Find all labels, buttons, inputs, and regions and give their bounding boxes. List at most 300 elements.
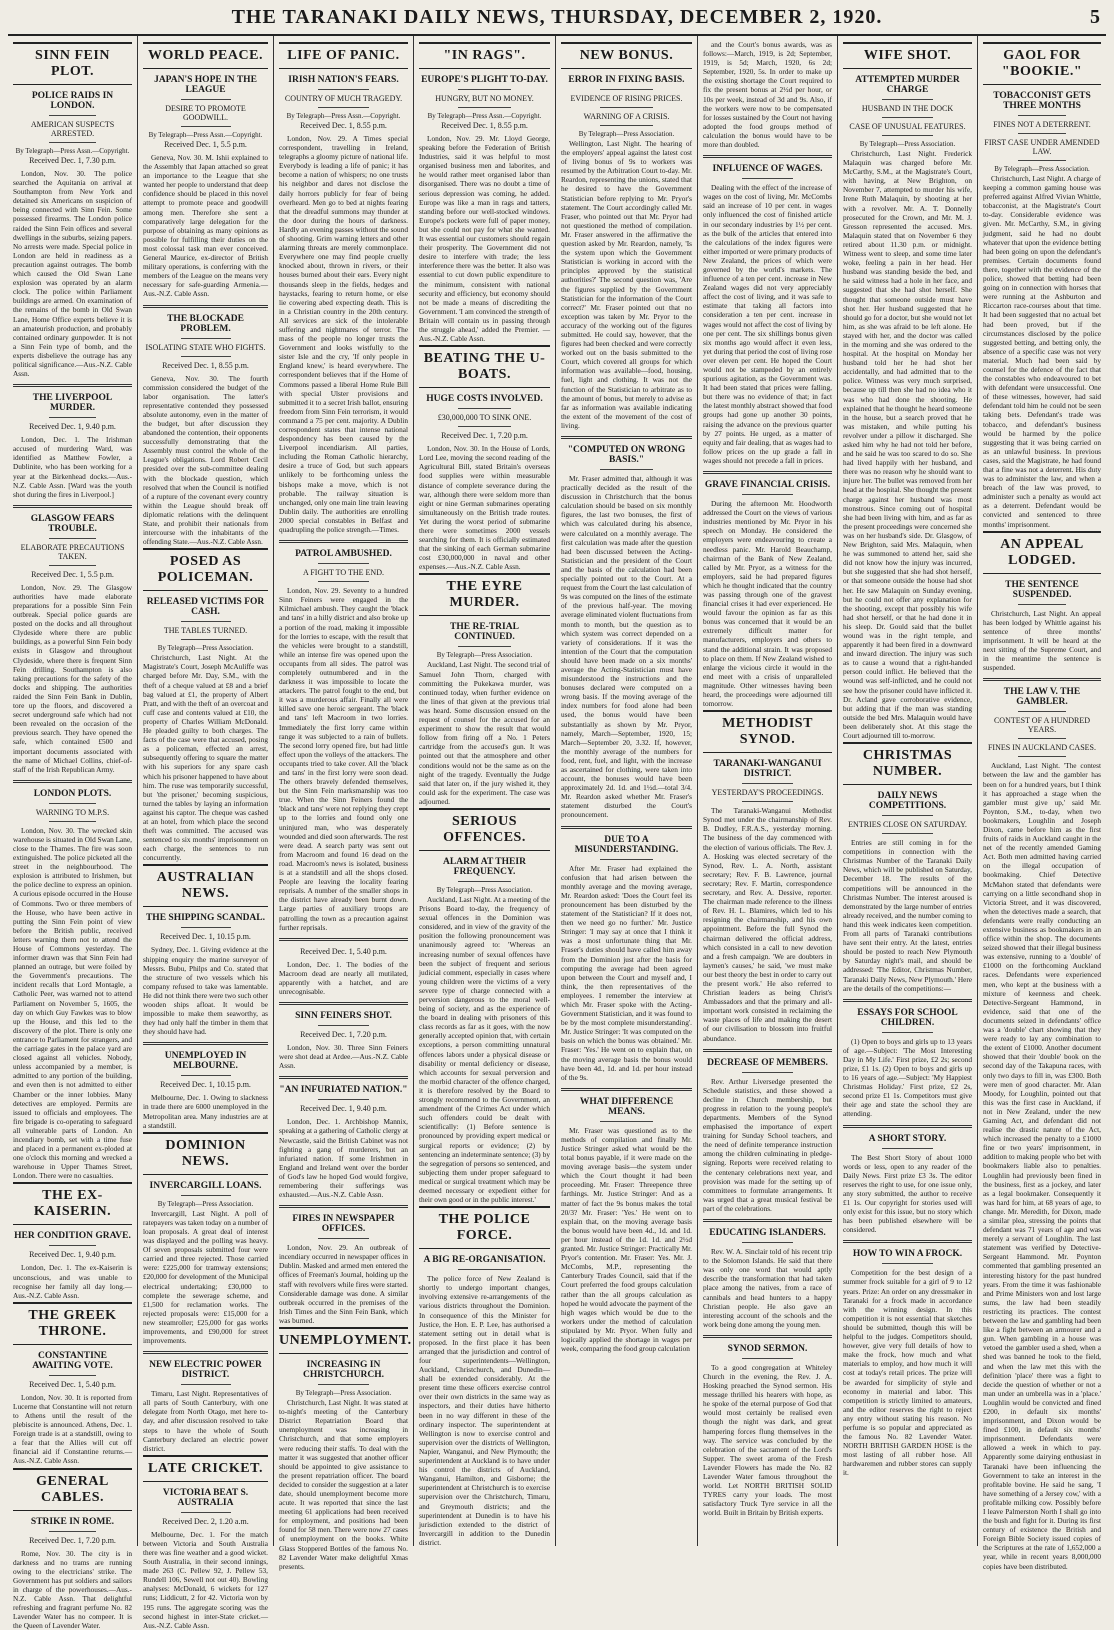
article-headline: DOMINION NEWS.: [143, 1132, 268, 1175]
article-headline: POSED AS POLICEMAN.: [143, 548, 268, 591]
divider: [181, 621, 231, 622]
divider: [181, 126, 231, 127]
article-body: London, Nov. 29. The Glasgow authorities have made elaborate preparations for a possible Sinn Fein outbreak. Special police guards are posted on the docks and all throughout Clydeside where there are public buildings, as a powerful Sinn Fein body exists in Glasgow and throughout Clydeside, where there is frequent Sinn Fein drilling. Southampton is also taking precautions for the safety of the docks and shipping. The authorities raided the Sinn Fein Bank in Dublin, tore up the floors, and discovered a secret underground safe which had not been revealed on the occasion of the previous search. They have opened the safe, which contained £500 and important documents associated with the name of Michael Collins, chief-of-staff of the Irish Republican Army.: [13, 582, 132, 774]
divider: [318, 563, 370, 564]
article-subheading: VICTORIA BEAT S. AUSTRALIA: [162, 1487, 249, 1508]
divider: [13, 505, 132, 508]
article: [143, 1351, 268, 1453]
divider: [318, 89, 370, 90]
divider: [49, 1531, 97, 1532]
article-subheading: PATROL AMBUSHED.: [295, 549, 392, 560]
article-subheading: ATTEMPTED MURDER CHARGE: [855, 75, 960, 95]
article-body: London, Dec. 1. Archbishop Mannix, speaking at a gathering of Catholic clergy at Newcastle, said the British Cabinet was not fighting a gang of murderers, but an infuriated nation. If some Irishmen in England and Ireland went over the border of God's law he hoped God would forgive, remembering their sufferings was exhausted.—Aus.-N.Z. Cable Assn.: [279, 1117, 408, 1200]
divider: [843, 999, 972, 1002]
divider: [458, 881, 510, 882]
article: [561, 1088, 692, 1353]
divider: [600, 125, 652, 126]
divider: [600, 1121, 652, 1122]
article: [143, 42, 268, 299]
divider: [561, 826, 692, 829]
divider: [49, 821, 97, 822]
divider: [742, 783, 794, 784]
column-6: [698, 36, 838, 1546]
article-headline: THE EYRE MURDER.: [419, 573, 550, 616]
article-body: Rev. Arthur Liversedge presented the Schedule statistics, and these showed a decline in Church membership, but progress in relation to the young people's departments. Members of the Synod emphasised the importance of expert training for Sunday School teachers, and the need of definite temperance instruction among the children culminating in pledge-signing. Reports were received relating to the centenary celebrations next year, and provision was made for the setting up of committees to formulate arrangements. It was urged that a great musical festival be part of the celebrations.: [703, 1076, 832, 1213]
article-subheading: DUE TO A MISUNDERSTANDING.: [574, 834, 679, 855]
column-1: [8, 36, 138, 1630]
divider: [458, 426, 510, 427]
divider: [143, 1042, 268, 1045]
article-subheading: THE LIVERPOOL MURDER.: [32, 393, 113, 414]
article-subheading: STRIKE IN ROME.: [30, 1516, 115, 1527]
article-subheading: ALARM AT THEIR FREQUENCY.: [443, 856, 526, 877]
divider: [181, 1195, 231, 1196]
divider: [742, 1072, 794, 1073]
article-subheading: GLASGOW FEARS TROUBLE.: [30, 513, 115, 534]
article-subheading: INFLUENCE OF WAGES.: [712, 164, 823, 175]
received-time: Received Dec. 1, 7.20 p.m.: [441, 431, 528, 441]
article-headline: LATE CRICKET.: [143, 1455, 268, 1482]
divider: [1018, 738, 1065, 739]
divider: [600, 859, 652, 860]
divider: [49, 565, 97, 566]
divider: [181, 1512, 231, 1513]
divider: [1018, 115, 1065, 116]
divider: [458, 1269, 510, 1270]
article-subheading: HUGE COSTS INVOLVED.: [426, 394, 543, 405]
article-body: After Mr. Fraser had explained the confusion that had arisen between the monthly average and the moving average, Mr. Reardon asked: 'Does the Court feel its pronouncement has been disturbed by the statement of the Statistician? If it does not, then we need go no further.' Mr. Justice Stringer: 'I may say at once that I think it was a most unfortunate thing that Mr. Fraser's duties should have called him away from the Dominion just after the basis for computing the average had been agreed upon between the Court and myself and, I think, the then representatives of the employees. I remember the interview at which Mr. Fraser spoke with the Acting-Government Statistician, and it was found to be by the most complete misunderstanding'. Mr. Justice Stringer: 'It was computed on the basis on which the bonus was obtained.' Mr. Fraser: 'Yes.' He went on to explain that, on the moving average basis the bonus would have been 4d., 1d. and 1d. per hour instead of the 9s.: [561, 863, 692, 1082]
column-7: [838, 36, 978, 1546]
article-subheading: WARNING OF A CRISIS.: [583, 112, 670, 121]
divider: [600, 107, 652, 108]
divider: [318, 1384, 370, 1385]
article: [279, 1002, 408, 1070]
article-headline: SINN FEIN PLOT.: [13, 42, 132, 85]
article-body: London, Nov. 29. A Times special correspondent, travelling in Ireland, telegraphs a gloomy picture of national life. Everybody is leading a life of panic; it has become a nation of whispers; no one trusts his neighbor and dares not disclose the daily horrors publicly for fear of being overheard. Men go to bed at nights fearing that the dreadful summons may thunder at the door during the hours of darkness. Hardly an evening passes without the sound of shooting. Grim warning letters and other alarming threats are merely commonplace. Everywhere one may find people cruelly knocked about, thrown in rivers, or their houses burned about their ears. Every night thousands sleep in the fields, hedges and haystacks, fearing to return home, or else lie cowering abed expecting death. This is in a Christian country in the 20th century. All services are sick of the intolerable suffering and nightmares of terror. The mass of the people no longer trusts the Government and looks wistfully to the sister Isle and the cry, 'If only people in England knew,' is heard everywhere. The correspondent believes that if the Home of Commons passed a liberal Home Rule Bill with special Ulster provisions and submitted it to a secret Irish ballot, ensuring freedom from Sinn Fein terrorism, it would command a 75 per cent. majority. A Dublin correspondent states that intense national despondency has been caused by the Liverpool incendiarism. All parties, including the Roman Catholic hierarchy, desire a truce of God, but such appears unlikely to be forthcoming unless the bishops make a move, which is not probable. The railway situation is unchanged, only one main line train leaving Dublin daily. The authorities are enrolling 2000 special constables in Belfast and quadrupling the police strength.—Times.: [279, 134, 408, 535]
divider: [458, 408, 510, 409]
received-time: Received Dec. 1, 7.20 p.m.: [300, 1030, 387, 1040]
article-subheading: TOBACCONIST GETS THREE MONTHS: [993, 91, 1091, 111]
article: [703, 710, 832, 1042]
article-body: Mr. Fraser was questioned as to the methods of compilation and finally Mr. Justice Stringer asked what would be the total bonus payable, if it were made on the moving average basis—the system under which the Court thought it had been proceeding. Mr. Fraser: Threepence three farthings. Mr. Justice Stringer: And as a matter of fact the 9s bonus makes the total 20/3? Mr. Fraser: 'Yes.' He went on to explain that, on the moving average basis the bonus would have been 4d., 1d. and 1d. per hour instead of the 1d. 1d. and 2½d granted. Mr. Justice Stringer: Practically Mr. Pryor's contention. Mr. Fraser: Yes. Mr. J. McCombs, M.P., representing the Canterbury Trades Council, said that if the Court preferred the food groups calculation rather than the all groups calculation as hoped he would advocate the payment of the high wages which would be due to the workers under the method of calculation stipulated by Mr. Pryor. When fully and logically applied the shortage in wages per week, comparing the food group calculation: [561, 1125, 692, 1354]
article: [143, 548, 268, 862]
article-body: Auckland, Last Night. The second trial of Samuel John Thorn, charged with committing the Pukekawa murder, was continued today, when further evidence on the lines of that given at the previous trial was heard. Some discussion ensued on the request of counsel for the accused for an experiment to show the result that would follow from firing off a No. 1 Peters cartridge from the accused's gun. It was pointed out that the atmosphere and other conditions would not be the same as on the night of the tragedy. Eventually the Judge said that later on, if the jury wished it, they could ask for the experiment. The case was adjourned.: [419, 660, 550, 806]
divider: [882, 815, 934, 816]
article-headline: NEW BONUS.: [561, 42, 692, 69]
divider: [882, 1148, 934, 1149]
received-time: Received Dec. 1, 5.40 p.m.: [29, 1379, 116, 1389]
column-3: [274, 36, 414, 1571]
article-subheading: £30,000,000 TO SINK ONE.: [437, 413, 532, 423]
article-body: London, Dec. 1. The bodies of the Macroom dead are nearly all mutilated, apparently with a hatchet, and are unrecognisable.: [279, 959, 408, 996]
divider: [181, 99, 231, 100]
divider: [279, 540, 408, 543]
article: [279, 938, 408, 996]
received-time: Received Dec. 1, 9.40 p.m.: [300, 1104, 387, 1114]
byline: By Telegraph—Press Association.: [994, 165, 1090, 173]
divider: [49, 803, 97, 804]
article-body: Auckland, Last Night. 'The contest between the law and the gambler has been on for a hundred years, but I think it has approached a stage when the gambler must give up,' said Mr. Poynton, S.M., to-day, when two bookmakers, Loughlin and Joseph Dixon, came before him as the first fruits of raids in Auckland caught in the net of the recently amended Gaming Act. Both men admitted having carried on the illegal occupation of bookmaking. Chief Detective McMahon stated that defendants were carrying on a little secondhand shop in Victoria Street, and it was discovered, when the detectives made a search, that defendants were really conducting an extensive business as bookmakers in an office within the shop. The documents seized showed that their illegal business was extensive, running to a 'double' of £1000 on the forthcoming Auckland races. Defendants were experienced men, who kept at the business with a mixture of keenness and cheek. Detective-Sergeant Hammond, in evidence, said that one of the documents seized in defendants' office was a 'double' chart showing that they were ready to lay any combination to the extent of £1000. Another document showed that their 'double' book on the second day of the Takapuna races, with only two days to fill in, was £300. Both were men of good character. Mr. Alan Moody, for Loughlin, pointed out that this was the first case in Auckland, if not in New Zealand, under the new Gaming Act, and defendant did not realise the drastic nature of the Act, which increased the penalty to a £1000 fine or two years' imprisonment, in addition to making people who bet with bookmakers liable also to penalties. Loughlin had previously been fined in the business, first as a jockey, and later as a legal bookmaker. Consequently it was hard for him, at 68 years of age, to change. Mr. Meredith, for Dixon, made a similar plea, stressing the points that defendant was 71 years of age and was merely a servant of Loughlin. The last statement was verified by Detective-Sergeant Hammond. Mr. Poynton commented that gambling presented an interesting history for the past hundred years. From the time it was fashionable and Prime Ministers won and lost large sums, the law had been steadily restricting its practices. The contest between the law and gambling had been like a fight between an armourer and a gun. When gambling in a house was vetoed the gambler used a shed, when a shed was banned he took to the field, and when the law met this with the definition 'place' there was a fight to decide the question of whether or not a man under an umbrella was in a 'place.' Loughlin would be convicted and fined £200, in default six months' imprisonment, and Dixon would be fined £100, in default six months' imprisonment. Defendants were allowed a week in which to pay. Apparently some dairying enthusiast in Taranaki have been influencing the Government to take an interest in the profitable bovine. He said he sang, 'I have something of a Jersey cow,' with a profitable milking cow. Possibly before I leave Palmerston North I shall go into the bush and fight for it. During its first century of existence the British and Foreign Bible Society issued copies of the Scriptures at the rate of 1,652,000 a year, while in recent years 8,000,000 copies have been distributed.: [983, 761, 1101, 1571]
article-body: Rome, Nov. 30. The city is in darkness and no trams are running owing to the electricians' strike. The Government has put soldiers and sailors in charge of the powerhouses.—Aus.-N.Z. Cable Assn. That delightful refreshing and fragrant perfume No. 82 Lavender Water has no compeer. It is the Queen of Lavender Water.: [13, 1548, 132, 1630]
divider: [181, 927, 231, 928]
article-body: To a good congregation at Whiteley Church in the evening, the Rev. J. A. Hosking preached the Synod sermon. His message thrilled his hearers with hope, as he spoke of the eternal purpose of God that would most certainly be realised even though the night was dark, and great hampering forces flung themselves in the way. The service was concluded by the celebration of the sacrament of the Lord's Supper. The sweet aroma of the Fresh Lavender Flowers has made the No. 82 Lavender Water famous throughout the world. Let NORTH BRITISH SOLID TYRES carry your loads. The most satisfactory Truck Tyre service in all the world. Built in Britain by British experts.: [703, 1362, 832, 1518]
article: [419, 345, 550, 571]
article-body: The Best Short Story of about 1000 words or less, open to any reader of the Daily News. First prize £3 3s. The editor reserves the right to use, for one issue only, any story submitted, the author to receive £1 1s. Our copyright for stories used will only exist for this issue, but no story which has been published elsewhere will be considered.: [843, 1152, 972, 1235]
divider: [703, 1219, 832, 1222]
divider: [49, 115, 97, 116]
divider: [181, 338, 231, 339]
article: [703, 1219, 832, 1329]
article: [13, 1302, 132, 1466]
divider: [843, 1125, 972, 1128]
article: [143, 1455, 268, 1630]
article-subheading: HER CONDITION GRAVE.: [14, 1231, 131, 1242]
article-subheading: DAILY NEWS COMPETITIONS.: [868, 791, 947, 812]
article: [419, 1206, 550, 1547]
divider: [882, 135, 934, 136]
article-body: London, Nov. 30. Three Sinn Feiners were shot dead at Ardee.—Aus.-N.Z. Cable Assn.: [279, 1043, 408, 1071]
article-subheading: CASE OF UNUSUAL FEATURES.: [849, 122, 966, 131]
article-headline: GENERAL CABLES.: [13, 1468, 132, 1511]
article: [703, 471, 832, 708]
article-body: London, Nov. 29. An outbreak of incendiary occurred in newspaper offices in Dublin. Masked and armed men entered the offices of Freeman's Journal, holding up the staff with revolvers while fires were started. Considerable damage was done. A similar outbreak occurred in the premises of the Irish Times and the Sinn Fein Bank, which was burned.: [279, 1243, 408, 1325]
divider: [318, 581, 370, 582]
article: [279, 1076, 408, 1199]
article-body: and the Court's bonus awards, was as follows:—March, 1919, is 2d; September, 1919, is 5d; March, 1920, 6s 2d; September, 1920, 5s. In order to make up the existing shortage the Court required to fix the present bonus at 2½d per hour, or 10s per week, instead of 3d and 9s. Also, if the workers were now to be compensated for losses sustained by the Court not having adopted the food groups method of calculation the bonus would have to be more than doubled.: [703, 40, 832, 150]
article-body: Geneva, Nov. 30. The fourth commission considered the budget of the labor organisation. The latter's representative contended they possessed absolute autonomy, even in the matter of the budget, but after discussion they abandoned the contention, their opponents successfully demonstrating that the Assembly must control the whole of the League's obligations. Lord Robert Cecil presided over the sub-committee dealing with the blockade question, which resolved that when the Council is notified of a rupture of the covenant every country within the League should break off diplomatic relations with the delinquent State, and prohibit their nationals from intercourse with the inhabitants of the offending State.—Aus.-N.Z. Cable Assn.: [143, 373, 268, 547]
article-subheading: A BIG RE-ORGANISATION.: [423, 1255, 546, 1266]
article-subheading: WHAT DIFFERENCE MEANS.: [579, 1096, 674, 1117]
article-subheading: UNEMPLOYED IN MELBOURNE.: [164, 1051, 247, 1072]
divider: [1018, 604, 1065, 605]
article-subheading: INCREASING IN CHRISTCHURCH.: [302, 1360, 385, 1381]
article-subheading: FINES IN AUCKLAND CASES.: [987, 743, 1096, 753]
article: [13, 1468, 132, 1630]
divider: [49, 1375, 97, 1376]
page-number: 5: [1090, 6, 1100, 28]
divider: [49, 1245, 97, 1246]
article-subheading: EDUCATING ISLANDERS.: [709, 1228, 826, 1239]
article-headline: THE POLICE FORCE.: [419, 1206, 550, 1249]
article-subheading: HOW TO WIN A FROCK.: [852, 1249, 963, 1260]
byline: By Telegraph—Press Association.: [859, 140, 956, 148]
article-body: Christchurch, Last Night. At the Magistrate's Court, Joseph McAuliffe was charged before Mr. Day, S.M., with the theft of a cheque valued at £8 and a brief bag valued at £1, the property of Albert Pratt, and with the theft of an overcoat and cuff case and contents valued at £10, the property of Charles William McDonald. He pleaded guilty to both charges. The facts of the case were that accused, posing as a policeman, effected an arrest, subsequently offering to square the matter with his superiors for any spare cash which his prisoner happened to have about him. The ruse was temporarily successful, but 'the prisoner,' becoming suspicious, turned the tables by laying an information against his captor. The cheque was cashed at an hotel, from which place the second theft was committed. The accused was sentenced to six months' imprisonment on each charge, the sentences to run concurrently.: [143, 653, 268, 863]
divider: [703, 1335, 832, 1338]
article: [983, 42, 1101, 529]
divider: [600, 469, 652, 470]
received-time: Received Dec. 1, 7.20 p.m.: [29, 1535, 116, 1545]
article: [419, 42, 550, 343]
article-body: Christchurch, Last Night. Frederick Malaquin was charged before Mr. McCarthy, S.M., at the Magistrate's Court, with having, at New Brighton, on November 7, attempted to murder his wife, Irene Ruth Malaquin, by shooting at her with a revolver. Mr. A. T. Donnelly prosecuted for the Crown, and Mr. M. J. Gresson represented the accused. Mrs. Malaquin stated that on November 6 they retired about 11.30 p.m. or midnight. Witness went to sleep, and some time later woke, feeling a pain in her head. Her husband was standing beside the bed, and he said witness had a hole in her face, and suggested that she had shot herself. She thought that someone outside must have shot her. Her husband suggested that he should go for a doctor, but she would not let him, as she was afraid to be left alone. He stayed with her, and the doctor was called in the morning and she was ordered to the hospital. At the hospital on Monday her husband told her he had shot her accidentally, and had admitted that to the police. Witness was very much surprised, because up till then she had no idea who it was who had done the shooting. He explained that he thought he heard someone in the house, but a search proved that he was mistaken, and while putting his revolver under a pillow it discharged. She asked him why he had not told her before, and he said he was too scared to do so. She had lived happily with her husband, and there was no reason why he should want to injure her. The bullet was removed from her head at the hospital. She thought the present charge against her husband was most monstrous. Since coming out of hospital she had been living with him, and as far as the present proceedings were concerned she was on her husband's side. Dr. Glasgow, of New Brighton, said Mrs. Malaquin, when he was summoned to attend her, said she did not know how the injury was incurred, but she suggested that she had shot herself, or that someone outside the house had shot her. He saw Malaquin on Sunday evening, but he could not offer any explanation for the shooting, except that possibly his wife had shot herself, or that he had done it in his sleep. Dr. Gould said that the bullet wound was in the right temple, and apparently it had been fired in a downward and inward direction. The injury was such as to cause a wound that a right-handed person could inflict. He believed that the wound was self-inflicted, and he could not see how the prisoner could have inflicted it. Dr. Acland gave corroborative evidence, but adding that if the man was standing outside the bed Mrs. Malaquin would have been deliberately shot. At this stage the Court adjourned till to-morrow.: [843, 149, 973, 740]
article-subheading: "AN INFURIATED NATION.": [279, 1085, 408, 1096]
article-subheading: CONSTANTINE AWAITING VOTE.: [32, 1350, 113, 1371]
divider: [318, 1238, 370, 1239]
article-body: London, Dec. 1. The ex-Kaiserin is unconscious, and was unable to recognise her family all day long.—Aus.-N.Z. Cable Assn.: [13, 1263, 132, 1300]
divider: [318, 1025, 370, 1026]
article-subheading: THE SENTENCE SUSPENDED.: [1005, 579, 1079, 600]
article-headline: CHRISTMAS NUMBER.: [843, 742, 972, 785]
article-subheading: ENTRIES CLOSE ON SATURDAY.: [848, 820, 967, 830]
article-subheading: THE BLOCKADE PROBLEM.: [167, 313, 244, 334]
masthead: [8, 4, 1106, 36]
article-subheading: "COMPUTED ON WRONG BASIS.": [567, 445, 686, 465]
article-subheading: CONTEST OF A HUNDRED YEARS.: [993, 716, 1091, 735]
column-8: [978, 36, 1106, 1571]
article-body: London, Nov. 29. Seventy to a hundred Sinn Feiners were engaged in the Kilmichael ambush. They caught the 'black and tans' in a hilly district and also broke up a portion of the road, making it impossible for the lorries to escape, with the result that the vehicles were brought to a standstill, while an intense fire was opened upon the occupants from all sides. The patrol was completely outnumbered and in the darkness it was impossible to locate the attackers. The patrol fought to the end, but it was a murderous affair. Finally all were killed save one heroic sergeant. The 'black and tans' left Macroom in two lorries. Immediately the first lorry came within range it was subjected to a rain of bullets. The second lorry opened fire, but had little effect upon the volleys of the attackers. The occupants tried to take cover. All the 'black and tans' in the first lorry were soon dead. The others bravely defended themselves, but the Sinn Fein marksmanship was too true. When the Sinn Feiners found the 'black and tans' were not replying they crept up to the lorries and found only one uninjured man, who was desperately wounded and died soon afterwards. The rest were dead. A search party was sent out from Macroom and found 16 dead on the road. Macroom's news is isolated, business is at a standstill and all the shops closed. People are leaving the locality fearing reprisals. A number of the smaller shops in the district have already been burnt down. Large parties of auxiliary troops are patrolling the town as a precaution against further reprisals.: [279, 586, 408, 932]
received-time: Received Dec. 1, 8.55 p.m.: [441, 121, 528, 130]
received-time: Received Dec. 1, 5.40 p.m.: [300, 946, 387, 956]
divider: [318, 107, 370, 108]
article-body: Dealing with the effect of the increase of wages on the cost of living, Mr. McCombs said an increase of 10 per cent. in wages only influenced the cost of finished article in our secondary industries by 1½ per cent. as the bulk of the articles that entered into the calculations of the index figures were either imported or were primary products of New Zealand, the prices of which were governed by the world's markets. The influence of a ten per cent. increase in New Zealand wages did not very appreciably affect the cost of living, and it was safe to estimate that taking all factors into consideration a ten per cent. increase in wages would not affect the cost of living by one per cent. The six shillings bonus given six months ago would affect it even less, yet during that period the cost of living rose over eleven per cent. He hoped the Court would not be stampeded by an entirely spurious agitation, as the Government was. It had been stated that prices were falling, but there was no evidence of that; in fact the latest monthly abstract showed that food groups had gone up another 30 points, raising the advance on the previous quarter by 27 points. He urged, as a matter of equity and fair dealing, that as wages had to follow prices on the up grade a fall in wages should not precede a fall in prices.: [703, 183, 832, 465]
article-body: Christchurch, Last Night. A charge of keeping a common gaming house was preferred against Alfred Vivian Whittle, tobacconist, at the Magistrate's Court to-day. Considerable evidence was given. Mr. McCarthy, S.M., in giving judgment, said he had no doubt whatever that upon the evidence betting had been going on upon the defendant's premises. Certain documents found there, together with the evidence of the police, showed that betting had been going on in connection with horses that were running at the Ashburton and Riccarton race-courses about that time. It had been suggested that no actual bet had been proved, but if the circumstances disclosed by the police suggested betting, and betting only, the absence of a specific case was not very material. Much had been said by counsel for the defence of the fact that the constables who endeavoured to bet with defendant were unsuccessful. One of these witnesses, however, had said defendant told him he could not be seen taking bets. Defendant's trade was tobacco, and defendant's business would be harmed by the police suggesting that it was being carried on as an unlawful business. In previous cases, said the Magistrate, he had found that a fine was not a deterrent. His duty was to administer the law, and when a breach of the law was proved, to administer such a penalty as would act as a deterrent. Defendant would be convicted and sentenced to three months' imprisonment.: [983, 174, 1101, 529]
divider: [181, 639, 231, 640]
received-time: Received Dec. 1, 8.55 p.m.: [162, 360, 249, 370]
article: [703, 40, 832, 149]
article-subheading: A FIGHT TO THE END.: [303, 568, 384, 578]
article-subheading: THE SHIPPING SCANDAL.: [145, 913, 266, 924]
divider: [13, 384, 132, 387]
divider: [882, 117, 934, 118]
article: [843, 742, 972, 993]
article-subheading: IRISH NATION'S FEARS.: [288, 75, 399, 85]
article-subheading: THE LAW V. THE GAMBLER.: [1003, 687, 1081, 708]
article-subheading: YESTERDAY'S PROCEEDINGS.: [711, 788, 824, 798]
byline: By Telegraph—Press Association.: [436, 651, 533, 660]
article-body: Auckland, Last Night. At a meeting of the Prisons Board to-day, the frequency of sexual offences in the Dominion was considered, and in view of the gravity of the position the following pronouncement was unanimously agreed to: 'Whereas an increasing number of sexual offences have been the subject of frequent and serious judicial comment, especially in cases where young children were the victims of a very severe type of charge connected with a perversion dangerous to the moral well-being of society, and as the experience of the board in dealing with prisoners of this class records as far as it goes, with the now generally accepted opinion that, with certain exceptions, a person committing unnatural offences labors under a physical disease or disability or mental deficiency or disease, which accounts for sexual perversion and the morbid character of the offence charged, it is therefore resolved by the Board to strongly recommend to the Government, an amendment of the Crimes Act under which such offenders could be dealt with scientifically: (1) Before sentence is pronounced by providing expert medical or surgical reports or evidence; (2) by sentencing an indeterminate sentence; (3) by the segregation of persons so sentenced, and subjecting them under proper safeguard to medical or surgical treatment which may be deemed necessary or expedient either for their own good or in the public interest.': [419, 894, 550, 1205]
article-subheading: DESIRE TO PROMOTE GOODWILL.: [165, 104, 246, 122]
article: [561, 436, 692, 820]
article-body: Melbourne, Dec. 1. Owing to slackness in trade there are 6000 unemployed in the Metropolitan area. Many industries are at a standstill.: [143, 1093, 268, 1130]
article-subheading: ERROR IN FIXING BASIS.: [568, 75, 685, 85]
divider: [703, 471, 832, 474]
article-subheading: POLICE RAIDS IN LONDON.: [31, 91, 114, 111]
article-body: London, Nov. 30. In the House of Lords, Lord Lee, moving the second reading of the Agricultural Bill, stated Britain's overseas food supplies were within measurable distance of complete severance during the war, although there were seldom more than eight or nine German submarines operating simultaneously on the British trade routes. Yet during the worst period of submarine there were sometimes 2000 vessels searching for them. It is officially estimated that the sinking of each German submarine cost £30,000,000 in naval and other expenses.—Aus.-N.Z. Cable Assn.: [419, 444, 550, 572]
divider: [600, 89, 652, 90]
article-headline: WIFE SHOT.: [843, 42, 972, 69]
article-subheading: COUNTRY OF MUCH TRAGEDY.: [284, 94, 403, 103]
received-time: Received Dec. 1, 5.5 p.m.: [31, 569, 114, 579]
received-time: Received Dec. 1, 10.15 p.m.: [160, 1080, 251, 1090]
article-body: Melbourne, Dec. 1. For the match between Victoria and South Australia there was fine weather and a good wicket. South Australia, in their second innings, made 263 (C. Pellew 92, J. Pellew 53, Rundell 106, Sewell not out 40). Bowling analyses: McDonald, 6 wickets for 127 runs; Liddicutt, 2 for 42. Victoria won by 195 runs. The aggregate scoring was the second highest in inter-State cricket.—Aus.-N.Z. Cable Assn.: [143, 1529, 268, 1630]
received-time: Received Dec. 1, 5.5 p.m.: [164, 140, 247, 149]
article-subheading: INVERCARGILL LOANS.: [149, 1180, 262, 1191]
article-subheading: JAPAN'S HOPE IN THE LEAGUE: [154, 75, 257, 95]
article-headline: UNEMPLOYMENT.: [279, 1327, 408, 1354]
divider: [742, 801, 794, 802]
article-headline: AUSTRALIAN NEWS.: [143, 864, 268, 907]
article: [13, 1182, 132, 1299]
byline: By Telegraph—Press Assn.—Copyright.: [427, 112, 542, 120]
article-subheading: SYNOD SERMON.: [727, 1343, 808, 1354]
article: [143, 1042, 268, 1129]
article: [843, 999, 972, 1119]
byline: By Telegraph—Press Assn.—Copyright.: [148, 131, 263, 139]
divider: [983, 678, 1101, 681]
divider: [882, 1032, 934, 1033]
byline: By Telegraph—Press Assn.—Copyright.: [286, 112, 401, 120]
divider: [561, 1088, 692, 1091]
divider: [279, 1205, 408, 1208]
divider: [181, 1384, 231, 1385]
article-subheading: AMERICAN SUSPECTS ARRESTED.: [30, 120, 115, 138]
article-subheading: GRAVE FINANCIAL CRISIS.: [704, 480, 831, 491]
column-2: [138, 36, 274, 1630]
article: [13, 505, 132, 774]
article-headline: THE GREEK THRONE.: [13, 1302, 132, 1345]
article-subheading: RELEASED VICTIMS FOR CASH.: [146, 597, 265, 618]
article-subheading: SINN FEINERS SHOT.: [295, 1011, 392, 1022]
article-headline: AN APPEAL LODGED.: [983, 531, 1101, 574]
divider: [458, 89, 510, 90]
article: [561, 42, 692, 430]
article-headline: "IN RAGS".: [419, 42, 550, 69]
article: [279, 1205, 408, 1325]
divider: [49, 417, 97, 418]
article: [843, 1125, 972, 1235]
divider: [143, 305, 268, 308]
divider: [882, 1263, 934, 1264]
divider: [458, 646, 510, 647]
article: [703, 1049, 832, 1213]
divider: [181, 1075, 231, 1076]
article-headline: METHODIST SYNOD.: [703, 710, 832, 753]
divider: [49, 538, 97, 539]
article: [983, 678, 1101, 1570]
article-subheading: FIRST CASE UNDER AMENDED LAW.: [984, 138, 1100, 156]
article-body: Mr. Fraser admitted that, although it was practically decided as the result of the discussion in Christchurch that the bonus calculation should be based on six monthly figures, the last two bonuses, the first of which was calculated during his absence, were calculated on a monthly average. The first calculation was made after the question had been discussed between the Acting-Statistician and the president of the Court and the basis of the calculation had been specially pointed out to the Court. At a request from the Court the last calculation of 9s was computed on the lines of the estimate of the previous half-year. The moving average eliminated violent fluctuations from month to month, but the question as to which system was correct depended on a variety of considerations. If it was the intention of the Court that the computation should have been made on a six months' average the Acting-Statistician must have misunderstood the instructions and the bonuses declared were computed on a wrong basis. If the moving average of the index numbers for food alone had been used, the bonus would have been substantially as shown by Mr. Pryor, namely, March—September, 1920, 15; March—September 20, 3.32. If, however, the monthly average of the numbers for food, rent, fuel, and light, with the increase as ascertained for clothing, were taken into account, the bonuses would have been approximately 2d. 1d. and 1½d.—total 3/4. Mr. Reardon asked whether Mr. Fraser's statement disturbed the Court's pronouncement.: [561, 474, 692, 820]
article: [983, 531, 1101, 673]
byline: By Telegraph—Press Association.: [157, 1199, 254, 1208]
article: [13, 384, 132, 499]
article-body: Invercargill, Last Night. A poll of ratepayers was taken today on a number of loan proposals. A great deal of interest was displayed and the polling was heavy. Of seven proposals submitted four were carried and three rejected. Those carried were: £225,000 for tramway extensions; £20,000 for development of the Municipal electrical undertaking; £30,000 to complete the sewerage scheme, and £1,500 for reclamation works. The rejected proposals were: £15,000 for a new steamroller; £25,000 for gas works improvements, and £90,000 for street improvements.: [143, 1208, 269, 1346]
article-body: Sydney, Dec. 1. Giving evidence at the shipping enquiry the marine surveyor of Messrs. Bubu, Philps and Co. stated that the structure of two vessels which his company refused to take was lamentable. He did not think there were two such other wooden ships afloat. It would be impossible to make them seaworthy, as they had only half the timber in them that they should have had.: [143, 945, 268, 1037]
byline: By Telegraph—Press Association.: [436, 885, 533, 894]
article: [143, 305, 268, 547]
article-subheading: ELABORATE PRECAUTIONS TAKEN.: [20, 542, 125, 561]
byline: By Telegraph—Press Association.: [295, 1389, 392, 1398]
article-subheading: ISOLATING STATE WHO FIGHTS.: [145, 342, 266, 352]
article-body: The police force of New Zealand is shortly to undergo important changes, involving extensive re-arrangements of the various districts throughout the Dominion. In consequence of this the Minister for Justice, the Hon. E. P. Lee, has authorised a statement setting out in detail what is proposed. In the first place it has been arranged that the jurisdiction and control of four superintendents—Wellington, Auckland, Christchurch, and Dunedin—shall be extended considerably. At the present time these officers exercise control over their own districts in the same way as inspectors, and their duties have hitherto been in no way different in these of the ordinary inspector. The superintendent at Wellington is now to exercise control and supervision over the districts of Wellington, Napier, Wanganui, and New Plymouth; the superintendent at Auckland is to have under his control the districts of Auckland, Wanganui, Hamilton, and Gisborne; the superintendent at Christchurch is to exercise supervision over the Christchurch, Timaru, and Greymouth districts; and the superintendent at Dunedin is to have his jurisdiction extended to the district of Invercargill in addition to the Dunedin district.: [419, 1274, 550, 1547]
divider: [13, 780, 132, 783]
article: [843, 42, 972, 740]
article-body: Christchurch, Last Night. It was stated at to-night's meeting of the Canterbury District Repatriation Board that unemployment was increasing in Christchurch, and that some employers were reducing their staffs. To deal with the matter it was suggested that another officer should be appointed to give assistance to the present repatriation officer. The board decided to consider the suggestion at a later date, should unemployment become more acute. It was reported that since the last meeting 61 applications had been received for employment, and positions had been found for 58 men. There were now 27 cases of unemployment on the books. White Glass Stoppered Bottles of the famous No. 82 Lavender Water make delightful Xmas presents.: [279, 1398, 408, 1571]
article: [703, 155, 832, 465]
article-body: The Taranaki-Wanganui Methodist Synod met under the chairmanship of Rev. B. Dudley, F.R.A.S., yesterday morning. The business of the day commenced with the election of various officials. The Rev. J. A. Hosking was elected secretary of the Synod, Rev. L. A. North, assistant secretary; Rev. F. B. Lawrence, journal secretary; Rev. F. Martin, correspondence secretary, and Rev. A. Dessive, reporter. The chairman made reference to the illness of Rev. H. L. Blamires, which led to his resigning the chairmanship, and his own appointment. Before the full Synod the chairman delivered the official address, which consisted in a call to new devotion and a fresh campaign. 'We are doubters in laymen's causes,' he said, 'we must make our best theory the best in order to carry out the present work.' He also referred to Christian leaders as being Christ's Ambassadors and that the primary and all-important work consisted in reclaiming the waste places of life and making the desert of our civilisation to blossom into fruitful abundance.: [703, 806, 832, 1043]
received-time: Received Dec. 2, 1.20 a.m.: [162, 1516, 249, 1526]
article-body: London, Nov. 30. It is reported from Lucerne that Constantine will not return to Athens until the result of the plebiscite is announced. Athens, Dec. 1. Foreign trade is at a standstill, owing to a fear that the Allies will cut off financial aid if Constantine returns.—Aus.-N.Z. Cable Assn.: [13, 1392, 132, 1466]
article-subheading: A SHORT STORY.: [868, 1133, 947, 1144]
article-subheading: THE TABLES TURNED.: [163, 626, 248, 636]
article-headline: THE EX-KAISERIN.: [13, 1182, 132, 1225]
divider: [1018, 160, 1065, 161]
received-time: Received Dec. 1, 9.40 p.m.: [29, 1250, 116, 1260]
divider: [318, 1099, 370, 1100]
received-time: Received Dec. 1, 7.30 p.m.: [29, 156, 116, 165]
article: [279, 540, 408, 932]
divider: [703, 1049, 832, 1052]
column-5: [556, 36, 698, 1546]
article: [703, 1335, 832, 1518]
column-4: [414, 36, 556, 1546]
article-subheading: ESSAYS FOR SCHOOL CHILDREN.: [857, 1007, 958, 1028]
divider: [1018, 711, 1065, 712]
article-body: Wellington, Last Night. The hearing of the employers' appeal against the latest cost of living bonus of 9s to workers was resumed by the Arbitration Court to-day. Mr. Reardon, representing the unions, stated that he desired to have the Government Statistician before replying to Mr. Pryor's statement. The Court accordingly called Mr. Fraser, who pointed out that Mr. Pryor had not questioned the method of compilation. Mr. Fraser answered in the affirmative the question asked by Mr. Reardon, namely, 'Is the system upon which the Government Statistician is working in accord with the principles approved by the statistical authorities?' The second question was, 'Are the figures supplied by the Government Statistician for the information of the Court correct?' Mr. Fraser pointed out that no exception was taken by Mr. Pryor to the accuracy of the working out of the figures submitted. He could say, however, that the figures had been checked and were correctly worked out on the basis submitted to the Court, which covered all groups for which information was available—food, housing, fuel, light and clothing. It was not the function of the Statistician to arbitrate as to the amount of bonus, but merely to advise as far as information was available indicating the extent of the movement of the cost of living.: [561, 139, 692, 430]
article-subheading: FINES NOT A DETERRENT.: [993, 120, 1091, 129]
article-body: Geneva, Nov. 30. M. Ishii explained to the Assembly that Japan attached so great an importance to the League that she wanted her people to understand that deep confidence should be placed in this novel attempt to promote peace and goodwill among men. Therefore she sent a comparatively large delegation for the purpose of obtaining as many opinions as possible for fulfilling their duties on the most colossal task man ever conceived. General Maurice, ex-director of British military operations, is conferring with the members of the League on the means very necessary for safe-guarding Armenia.—Aus.-N.Z. Cable Assn.: [143, 153, 268, 299]
article-subheading: THE RE-TRIAL CONTINUED.: [450, 622, 519, 643]
article-body: London, Nov. 29. Mr. Lloyd George, speaking before the Federation of British Industries, said it was helpful to most organised business men and laborites, and he would rather meet organised labor than disorganised. There was no doubt a time of serious depression was coming, he added. Europe was like a man in rags and tatters, standing before our well-stocked windows. Europe's pockets were full of paper money, but she could not pay for what she wanted. It was essential our customers should regain their prosperity. The Government did not desire to interfere with trade; the less interference there was the better. It also was essential to cut down public expenditure to the minimum, consistent with national security and efficiency, but economy should not be made a means of discrediting the Government. 'I am convinced the strength of Britain will contain us in passing through the struggle ahead,' added the Premier. —Aus.-N.Z. Cable Assn.: [419, 134, 550, 344]
article-headline: LIFE OF PANIC.: [279, 42, 408, 69]
divider: [742, 1358, 794, 1359]
received-time: Received Dec. 1, 8.55 p.m.: [300, 121, 387, 130]
divider: [703, 155, 832, 158]
byline: By Telegraph—Press Association.: [578, 130, 675, 138]
article-headline: SERIOUS OFFENCES.: [419, 808, 550, 851]
divider: [143, 1351, 268, 1354]
article: [843, 1240, 972, 1477]
article-subheading: FIRES IN NEWSPAPER OFFICES.: [292, 1214, 395, 1235]
article: [279, 42, 408, 534]
received-time: Received Dec. 1, 10.15 p.m.: [160, 932, 251, 942]
article-subheading: HUSBAND IN THE DOCK: [861, 104, 954, 113]
divider: [561, 436, 692, 439]
article-body: Entries are still coming in for the competitions in connection with the Christmas Number of the Taranaki Daily News, which will be published on Saturday, December 18. The results of the competitions will be announced in the Christmas Number. The interest aroused is demonstrated by the large number of entries already received, and the number coming to hand this week indicates keen competition. From all parts of Taranaki contributions have sent their entry. At the latest, entries should be posted to reach New Plymouth by Saturday night's mail, and should be addressed: 'The Editor, Christmas Number, Taranaki Daily News, New Plymouth.' Here are the details of the competitions:—: [843, 838, 972, 993]
article: [13, 42, 132, 378]
article: [419, 573, 550, 806]
article-headline: WORLD PEACE.: [143, 42, 268, 69]
article-body: (1) Open to boys and girls up to 13 years of age.—Subject: 'The Most Interesting Day in My Life.' First prize, £2 2s; second prize, £1 1s. (2) Open to boys and girls up to 16 years of age.—Subject: 'My Happiest Christmas Holiday.' First prize, £2 2s, second prize £1 1s. Competitors must give their age and state the school they are attending.: [843, 1036, 972, 1119]
divider: [882, 833, 934, 834]
article: [561, 826, 692, 1082]
divider: [843, 1240, 972, 1243]
article-body: London, Nov. 30. The police searched the Aquitania on arrival at Southampton from New York and detained six Americans on suspicion of being connected with Sinn Fein. Some possessed firearms. The London police raided the Sinn Fein offices and several dwellings in the suburbs, seizing papers. No arrests were made. Special police in London are held in readiness as a precaution against outrages. The bomb which caused the Old Swan Lane explosion was operated by an alarm clock. The police within Parliament buildings are armed. On examination of the remains of the bomb in Old Swan Lane, Home Office experts believe it is an amateurish production, and probably contained ordinary gunpowder. It is not a Sinn Fein type of bomb, and the experts disbelieve the outrage has any political significance.—Aus.-N.Z. Cable Assn.: [13, 169, 132, 379]
article-subheading: EVIDENCE OF RISING PRICES.: [570, 94, 683, 103]
article-body: Timaru, Last Night. Representatives of all parts of South Canterbury, with one delegate from North Otago, met here to-day, and after discussion resolved to take steps to have the whole of South Canterbury declared an electric power district.: [143, 1389, 268, 1453]
byline: By Telegraph—Press Assn.—Copyright.: [15, 147, 130, 155]
divider: [742, 494, 794, 495]
divider: [742, 1242, 794, 1243]
article-subheading: EUROPE'S PLIGHT TO-DAY.: [421, 75, 548, 85]
article: [13, 780, 132, 1181]
article-subheading: HUNGRY, BUT NO MONEY.: [435, 94, 534, 103]
article-subheading: NEW ELECTRIC POWER DISTRICT.: [149, 1360, 262, 1381]
columns: [8, 36, 1106, 1630]
article-subheading: TARANAKI-WANGANUI DISTRICT.: [713, 759, 822, 780]
divider: [1018, 756, 1065, 757]
article-body: Rev. W. A. Sinclair told of his recent trip to the Solomon Islands. He said that there was only one word that would aptly describe the transformation that had taken place among the natives, from a race of cannibals and head hunters to a happy Christian people. He also gave an interesting account of the schools and the work being done among the young men.: [703, 1247, 832, 1329]
article-subheading: LONDON PLOTS.: [33, 788, 112, 799]
article-subheading: WARNING TO M.P.S.: [35, 807, 110, 817]
article-body: London, Nov. 30. The wrecked skin warehouse is situated in Old Swan Lane, close to the Thames. The fire was soon extinguished. The police picketed all the street in the neighbourhood. The explosion is attributed to Irishmen, but the police decline to express an opinion. A curious episode occurred in the House of Commons. Two or three members of the House, who have been active in putting the Sinn Fein point of view before the British public, received letters warning them not to attend the House of Commons yesterday. The informer drawn was that Sinn Fein had planned an outrage, but were foiled by the Government's precautions. The incident recalls that Lord Montagle, a Catholic Peer, was warned not to attend Parliament on November 5, 1605, the day on which Guy Fawkes was to blow up the House, and this led to the discovery of the plot. There is only one entrance to Parliament for strangers, and the carriage gates in the palace yard are closed against all vehicles. Nobody, unless accompanied by a member, is admitted to any portion of the building, and even then is not admitted to either Chamber or the inner lobbies. Many detectives are employed. Permits are issued to officials and employees. The fire brigade is co-operating to safeguard all vulnerable parts of London. An incendiary bomb, set with a time fuse and placed in a permanent ex-ploded at one o'clock this morning and wrecked a warehouse in Upper Thames Street, London. There were no casualties.: [13, 825, 132, 1181]
divider: [279, 1002, 408, 1005]
article-body: During the afternoon Mr. Hoodworth addressed the Court on the views of various industries mentioned by Mr. Pryor in his speech on Monday. He considered the employers were endeavouring to create a needless panic. Mr. Harold Beauchamp, chairman of the Bank of New Zealand, called by Mr. Pryor, as a witness for the employers, said he had prepared figures which he thought indicated that the country was passing through one of the gravest financial crises it had ever experienced. He would favour the opinion as far as this bonus was concerned that it would be an extremely difficult matter for manufacturers, employers and others to stand the additional strain. It was proposed to place on them. If New Zealand wished to enlarge the vicious circle it would in the end meet with a crisis of unparalleled magnitude. Other witnesses having been heard, the proceedings were adjourned till tomorrow.: [703, 499, 832, 709]
byline: By Telegraph—Press Association.: [157, 644, 254, 653]
article-headline: BEATING THE U-BOATS.: [419, 345, 550, 388]
article-body: London, Dec. 1. The Irishman accused of murdering Ward, was identified as Matthew Fowler, a Dublinite, who has been working for a year at the Birkenhead docks.—Aus.-N.Z. Cable Assn. [Ward was the youth shot during the fires in Liverpool.]: [13, 435, 132, 499]
article: [143, 864, 268, 1036]
masthead-title: THE TARANAKI DAILY NEWS, THURSDAY, DECEMBER 2, 1920.: [231, 6, 883, 28]
article-body: Competition for the best design of a summer frock suitable for a girl of 9 to 12 years. Prize: An order on any dressmaker in Taranaki for a frock made in accordance with the winning design. In this competition it is not essential that sketches should be submitted, though this will be helpful to the judges. Competitors should, however, give very full details of how to make the frock, how much and what materials to employ, and how much it will cost at today's retail prices. The prize will be awarded for simplicity of style and economy in material and labor. This competition is strictly limited to amateurs, and the editor reserves the right to reject any entry without stating his reason. No perfume is so popular and appreciated as the famous No. 82 Lavender Water. NORTH BRITISH GARDEN HOSE is the most lasting of all rubber hose. All hardwaremen and rubber stores can supply it.: [843, 1268, 972, 1478]
article-headline: GAOL FOR "BOOKIE.": [983, 42, 1101, 85]
divider: [49, 142, 97, 143]
divider: [279, 938, 408, 941]
divider: [882, 99, 934, 100]
divider: [742, 178, 794, 179]
article: [143, 1132, 268, 1345]
article-subheading: DECREASE OF MEMBERS.: [707, 1057, 828, 1068]
divider: [181, 356, 231, 357]
divider: [279, 1076, 408, 1079]
